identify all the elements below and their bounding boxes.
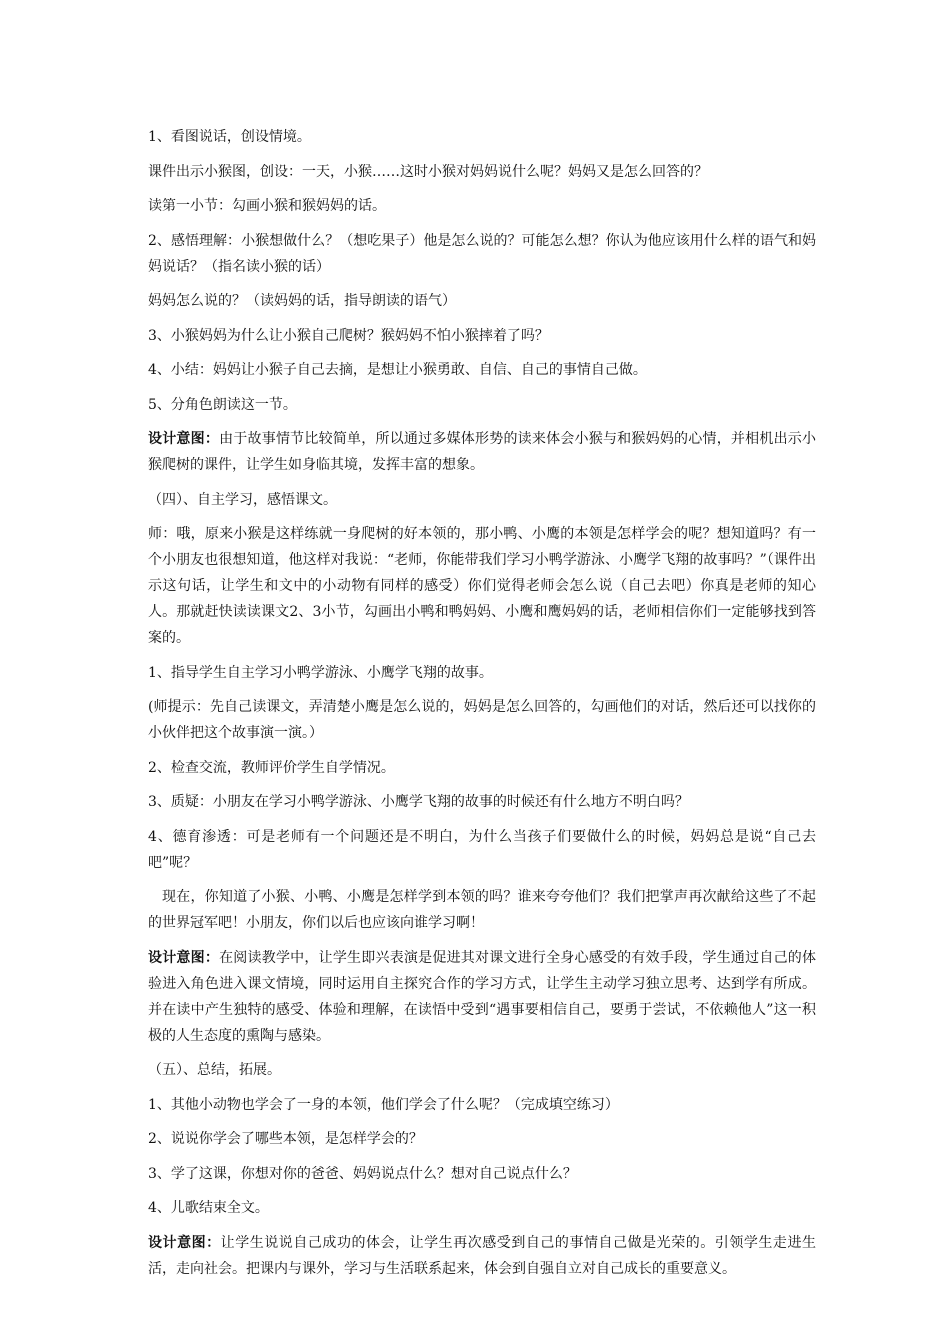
document-page — [148, 124, 816, 1290]
paragraph: 1、指导学生自主学习小鸭学游泳、小鹰学飞翔的故事。 — [148, 664, 493, 681]
paragraph: 妈妈怎么说的？（读妈妈的话，指导朗读的语气） — [148, 293, 456, 309]
paragraph: 2、感悟理解：小猴想做什么？（想吃果子）他是怎么说的？可能怎么想？你认为他应该用什么样的语气和妈妈说话？（指名读小猴的话） — [148, 232, 816, 275]
paragraph: 现在，你知道了小猴、小鸭、小鹰是怎样学到本领的吗？谁来夸夸他们？我们把掌声再次献给这些了不起的世界冠军吧！小朋友，你们以后也应该向谁学习啊！ — [148, 889, 816, 931]
paragraph: 师：哦，原来小猴是这样练就一身爬树的好本领的，那小鸭、小鹰的本领是怎样学会的呢？想知道吗？有一个小朋友也很想知道，他这样对我说：“老师，你能带我们学习小鸭学游泳、小鹰学飞翔的故事吗？”（课件出示这句话，让学生和文中的小动物有同样的感受）你们觉得老师会怎么说（自己去吧）你真是老师的知心人。那就赶快读读课文2、3小节，勾画出小鸭和鸭妈妈、小鹰和鹰妈妈的话，老师相信你们一定能够找到答案的。 — [148, 526, 816, 646]
paragraph: 4、小结：妈妈让小猴子自己去摘，是想让小猴勇敢、自信、自己的事情自己做。 — [148, 362, 647, 378]
paragraph: 3、小猴妈妈为什么让小猴自己爬树？猴妈妈不怕小猴摔着了吗？ — [148, 327, 549, 344]
design-intent-text: 让学生说说自己成功的体会，让学生再次感受到自己的事情自己做是光荣的。引领学生走进生活，走向社会。把课内与课外，学习与生活联系起来，体会到自强自立对自己成长的重要意义。 — [148, 1234, 817, 1277]
paragraph: 课件出示小猴图，创设：一天，小猴……这时小猴对妈妈说什么呢？妈妈又是怎么回答的？ — [148, 163, 708, 180]
paragraph: 2、检查交流，教师评价学生自学情况。 — [148, 759, 395, 776]
paragraph: 1、其他小动物也学会了一身的本领，他们学会了什么呢？（完成填空练习） — [148, 1096, 619, 1113]
design-intent-label: 设计意图： — [148, 431, 220, 447]
paragraph: 读第一小节：勾画小猴和猴妈妈的话。 — [148, 198, 386, 214]
paragraph: 1、看图说话，创设情境。 — [148, 129, 311, 145]
section-heading: （四）、自主学习，感悟课文。 — [148, 491, 337, 508]
design-intent-paragraph — [148, 945, 816, 1049]
design-intent-label: 设计意图： — [148, 1234, 221, 1251]
design-intent-text: 在阅读教学中，让学生即兴表演是促进其对课文进行全身心感受的有效手段，学生通过自己的体验进入角色进入课文情境，同时运用自主探究合作的学习方式，让学生主动学习独立思考、达到学有所成。并在读中产生独特的感受、体验和理解，在读悟中受到“遇事要相信自己，要勇于尝试，不依赖他人”这一积极的人生态度的熏陶与感染。 — [148, 949, 817, 1044]
paragraph: 2、说说你学会了哪些本领，是怎样学会的？ — [148, 1131, 423, 1147]
design-intent-text: 由于故事情节比较简单，所以通过多媒体形势的读来体会小猴与和猴妈妈的心情，并相机出示小猴爬树的课件，让学生如身临其境，发挥丰富的想象。 — [148, 431, 817, 473]
paragraph: 4、德育渗透：可是老师有一个问题还是不明白，为什么当孩子们要做什么的时候，妈妈总是说“自己去吧”呢？ — [148, 828, 816, 871]
design-intent-paragraph — [148, 1230, 816, 1282]
section-heading: （五）、总结，拓展。 — [148, 1062, 281, 1078]
paragraph: (师提示：先自己读课文，弄清楚小鹰是怎么说的，妈妈是怎么回答的，勾画他们的对话，然后还可以找你的小伙伴把这个故事演一演。） — [148, 699, 816, 741]
design-intent-paragraph — [148, 426, 816, 478]
design-intent-label: 设计意图： — [148, 949, 220, 966]
paragraph: 3、质疑：小朋友在学习小鸭学游泳、小鹰学飞翔的故事的时候还有什么地方不明白吗？ — [148, 794, 689, 810]
paragraph: 3、学了这课，你想对你的爸爸、妈妈说点什么？想对自己说点什么？ — [148, 1165, 577, 1182]
paragraph: 4、儿歌结束全文。 — [148, 1200, 269, 1216]
paragraph: 5、分角色朗读这一节。 — [148, 396, 297, 413]
